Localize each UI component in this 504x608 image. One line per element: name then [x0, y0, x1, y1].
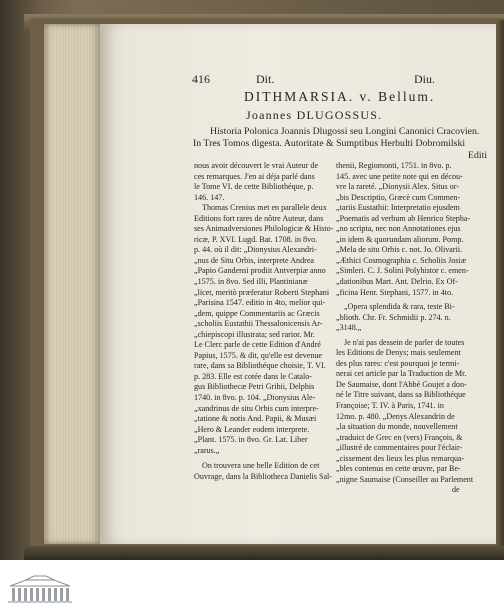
- text-line: „cissement des lieux les plus remarqua-: [336, 453, 465, 463]
- text-line: 1740. in 8vo. p. 104. „Dionysius Ale-: [194, 393, 316, 403]
- text-line: né le Titre suivant, dans sa Bibliothéque: [336, 390, 466, 400]
- text-line: „3148.„: [336, 323, 362, 333]
- text-line: Editions fort rares de nôtre Auteur, dans: [194, 213, 324, 223]
- text-line: „xandrinus de situ Orbis cum interpre-: [194, 403, 319, 413]
- left-text-column: [194, 161, 333, 482]
- text-line: nerai cet article par la Traduction de Mr.: [336, 369, 467, 379]
- text-line: „in idem & quorundam aliorum. Pomp.: [336, 234, 464, 244]
- footer-bar: [0, 560, 504, 608]
- text-line: Je n'ai pas dessein de parler de toutes: [344, 337, 465, 347]
- text-line: De Saumaise, dont l'Abbé Goujet a don-: [336, 379, 467, 389]
- text-line: „Poematis ad verbum ab Henrico Stepha-: [336, 213, 471, 223]
- text-line: On trouvera une belle Edition de cet: [202, 461, 320, 471]
- text-line: „illustré de commentaires pour l'éclair-: [336, 443, 463, 453]
- text-line: „bis Descriptio, Græcè cum Commen-: [336, 192, 461, 202]
- text-line: 145. avec une petite note qui en décou-: [336, 171, 463, 181]
- text-line: p. 44. où il dit: „Dionysius Alexandri-: [194, 245, 317, 255]
- text-line: ces remarques. J'en ai déja parlé dans: [194, 171, 315, 181]
- text-line: „la situation du monde, nouvellement: [336, 422, 458, 432]
- text-line: „chiepiscopi illustrata; sed rarior. Mr.: [194, 329, 315, 339]
- text-line: gus Bibliothecæ Petri Gribii, Delphis: [194, 382, 315, 392]
- text-line: Le Clerc parle de cette Edition d'André: [194, 340, 321, 350]
- text-line: „nus de Situ Orbis, interprete Andrea: [194, 255, 315, 265]
- running-head-left: Dit.: [256, 72, 275, 86]
- text-line: thenii, Regiomonti, 1751. in 8vo. p.: [336, 161, 452, 170]
- text-line: p. 283. Elle est cotée dans le Catalo-: [194, 371, 312, 381]
- text-line: 146. 147.: [194, 192, 225, 202]
- text-line: „blioth. Chr. Fr. Schmidii p. 274. n.: [336, 312, 451, 322]
- page-number: 416: [192, 72, 210, 86]
- book-bottom-shadow: [24, 546, 504, 560]
- text-line: „Æthici Cosmographia c. Scholiis Josiæ: [336, 255, 467, 265]
- running-head-right: Diu.: [414, 72, 435, 86]
- text-line: „tatione & notis And. Papii, & Musæi: [194, 414, 317, 424]
- text-line: „dem, quippe Commentariis ac Græcis: [194, 308, 320, 318]
- text-line: Papius, 1575. & dit, qu'elle est devenue: [194, 350, 323, 360]
- text-line: Thomas Crenius met en parallele deux: [202, 203, 327, 213]
- text-line: „rarus.„: [194, 445, 220, 455]
- text-line: „Mela de situ Orbis c. not. Jo. Olivarii.: [336, 245, 463, 255]
- text-line: Françoise; T. IV. à Paris, 1741. in: [336, 401, 444, 411]
- entry-line-2: In Tres Tomos digesta. Autoritate & Sumptibus Herbulti Dobromilski: [193, 138, 466, 149]
- text-line: vre la rareté. „Dionysii Alex. Situs or-: [336, 182, 460, 192]
- text-line: ricæ, P. XVI. Lugd. Bat. 1708. in 8vo.: [194, 234, 318, 244]
- right-text-column: [336, 161, 473, 496]
- text-line: Ouvrage, dans la Bibliotheca Danielis Sal-: [194, 471, 333, 481]
- text-line: „nigne Saumaise (Conseiller au Parlement: [336, 474, 474, 484]
- text-line: des plus rares: c'est pourquoi je termi-: [336, 358, 460, 368]
- text-line: „no scripta, nec non Annotationes ejus: [336, 224, 461, 234]
- library-building-icon: [6, 574, 74, 604]
- entry-subtitle: Joannes DLUGOSSUS.: [246, 108, 383, 122]
- text-line: „Simleri. C. J. Solini Polyhistor c. emen-: [336, 266, 469, 276]
- page-edges: [44, 24, 102, 544]
- text-line: „Papio Gandensi prodiit Antverpiæ anno: [194, 266, 326, 276]
- text-line: de: [452, 485, 460, 495]
- text-line: „Opera splendida & rara, teste Bi-: [344, 302, 455, 312]
- text-line: „bles contenus en cette œuvre, par Be-: [336, 464, 461, 474]
- text-line: ses Animadversiones Philologicæ & Histo-: [194, 224, 334, 234]
- text-line: „licet, meritò præferatur Roberti Stephani: [194, 287, 330, 297]
- text-line: „Hero & Leander eodem interprete.: [194, 424, 310, 434]
- book-right-edge: [496, 20, 504, 550]
- text-line: „dationibus Mart. Ant. Delrio. Ex Of-: [336, 277, 458, 287]
- text-line: le Tome VI. de cette Bibliothéque, p.: [194, 182, 314, 192]
- text-line: „ficina Henr. Stephani, 1577. in 4to.: [336, 287, 454, 297]
- text-line: „Parisina 1547. editio in 4to, melior qui-: [194, 298, 326, 308]
- entry-title: DITHMARSIA. v. Bellum.: [244, 89, 436, 104]
- entry-line-1: Historia Polonica Joannis Dlugossi seu Longini Canonici Cracovien.: [210, 126, 480, 137]
- text-line: „scholiis Eustathii Thessalonicensis Ar-: [194, 319, 323, 329]
- entry-line-3: Editi: [468, 150, 488, 161]
- text-line: nous avoir découvert le vrai Auteur de: [194, 161, 319, 170]
- text-line: „traduict de Grec en (vers) François, &: [336, 432, 463, 442]
- text-line: rare, dans sa Bibliothéque choisie, T. VI.: [194, 361, 326, 371]
- text-line: „1575. in 8vo. Sed illi, Plantinianæ: [194, 277, 308, 287]
- text-line: les Editions de Denys; mais seulement: [336, 348, 461, 358]
- text-line: „Plant. 1575. in 8vo. Gr. Lat. Liber: [194, 435, 308, 445]
- text-line: 12mo. p. 480. „Denys Alexandrin de: [336, 411, 455, 421]
- text-line: „tariis Eustathii: Interpretatio ejusdem: [336, 203, 460, 213]
